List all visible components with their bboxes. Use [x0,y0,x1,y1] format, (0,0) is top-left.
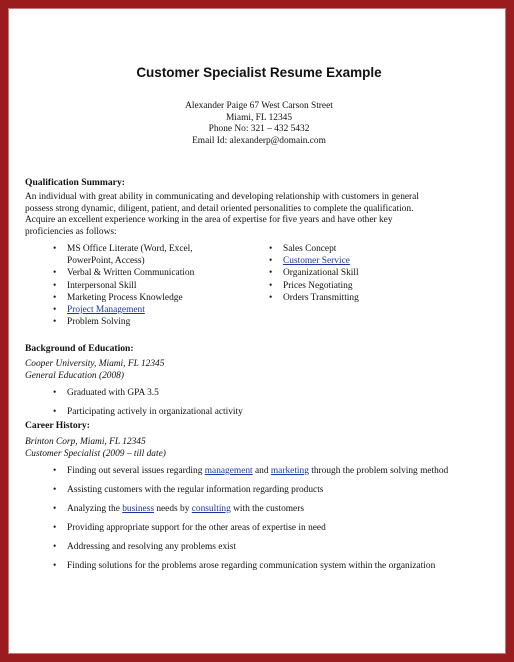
career-details [25,437,166,460]
list-item: • Marketing Process Knowledge [41,292,241,304]
skill-link[interactable]: Project Management [67,305,145,316]
education-heading: Background of Education: [25,343,134,354]
keyword-link[interactable]: marketing [270,466,309,476]
list-item: • Orders Transmitting [257,292,457,304]
qualification-summary: An individual with great ability in communicating and developing relationship with customers in general possess strong dynamic, diligent, patient, and detail oriented personalities to complete the qualification. Acquire an excellent experience working in the area of expertise for five years and have other key proficiencies as follows: [25,192,419,237]
contact-block [25,101,493,147]
list-item: • Assisting customers with the regular information regarding products [41,485,461,497]
document-title: Customer Specialist Resume Example [136,65,382,80]
career-role: Customer Specialist (2009 – till date) [25,448,166,459]
education-details [25,359,164,382]
contact-city: Miami, FL 12345 [225,112,293,123]
list-item [41,304,241,316]
list-item: • Finding solutions for the problems arose regarding communication system within the organization [41,561,461,573]
list-item: • Finding out several issues regarding management and marketing through the problem solving method [41,466,461,478]
document-page [8,8,506,654]
keyword-link[interactable]: management [204,466,253,476]
skill-link[interactable]: Customer Service [283,256,350,267]
list-item: • Organizational Skill [257,267,457,279]
contact-email: Email Id: alexanderp@domain.com [192,135,326,146]
list-item: • Interpersonal Skill [41,280,241,292]
keyword-link[interactable]: business [122,504,154,514]
list-item: • MS Office Literate (Word, Excel, PowerPoint, Access) [41,243,241,267]
list-item: • Verbal & Written Communication [41,267,241,279]
list-item: • Problem Solving [41,316,241,328]
contact-phone: Phone No: 321 – 432 5432 [208,124,310,134]
keyword-link[interactable]: consulting [191,504,231,514]
education-list [41,387,441,425]
list-item: • Graduated with GPA 3.5 [41,387,441,399]
qualification-heading: Qualification Summary: [25,177,125,188]
list-item [257,255,457,267]
list-item: • Sales Concept [257,243,457,255]
list-item: • Participating actively in organizational activity [41,406,441,418]
career-company: Brinton Corp, Miami, FL 12345 [25,437,146,447]
skills-list-left [41,243,241,328]
contact-name-address: Alexander Paige 67 West Carson Street [185,101,333,111]
list-item: • Addressing and resolving any problems exist [41,542,461,554]
list-item: • Analyzing the business needs by consulting with the customers [41,504,461,516]
list-item: • Prices Negotiating [257,280,457,292]
career-list [41,466,461,580]
education-school: Cooper University, Miami, FL 12345 [25,359,165,369]
list-item: • Providing appropriate support for the other areas of expertise in need [41,523,461,535]
skills-list-right [257,243,457,304]
career-heading: Career History: [25,420,90,431]
education-program: General Education (2008) [25,370,124,381]
